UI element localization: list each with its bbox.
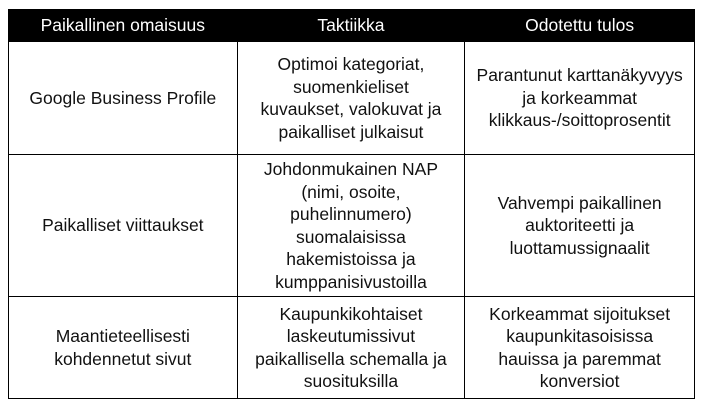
local-seo-table	[8, 9, 695, 399]
table-row	[9, 297, 695, 399]
cell-asset: Paikalliset viittaukset	[9, 155, 238, 297]
table-row	[9, 155, 695, 297]
header-result: Odotettu tulos	[465, 10, 695, 42]
cell-asset: Maantieteellisesti kohdennetut sivut	[9, 297, 238, 399]
cell-tactic: Johdonmukainen NAP (nimi, osoite, puhelinnumero) suomalaisissa hakemistoissa ja kumppanisivustoilla	[237, 155, 465, 297]
header-asset: Paikallinen omaisuus	[9, 10, 238, 42]
cell-result: Korkeammat sijoitukset kaupunkitasoisissa hauissa ja paremmat konversiot	[465, 297, 695, 399]
cell-result: Parantunut karttanäkyvyys ja korkeammat klikkaus-/soittoprosentit	[465, 42, 695, 155]
cell-asset: Google Business Profile	[9, 42, 238, 155]
header-row	[9, 10, 695, 42]
header-tactic: Taktiikka	[237, 10, 465, 42]
cell-tactic: Optimoi kategoriat, suomenkieliset kuvaukset, valokuvat ja paikalliset julkaisut	[237, 42, 465, 155]
cell-result: Vahvempi paikallinen auktoriteetti ja luottamussignaalit	[465, 155, 695, 297]
cell-tactic: Kaupunkikohtaiset laskeutumissivut paikallisella schemalla ja suosituksilla	[237, 297, 465, 399]
table-row	[9, 42, 695, 155]
